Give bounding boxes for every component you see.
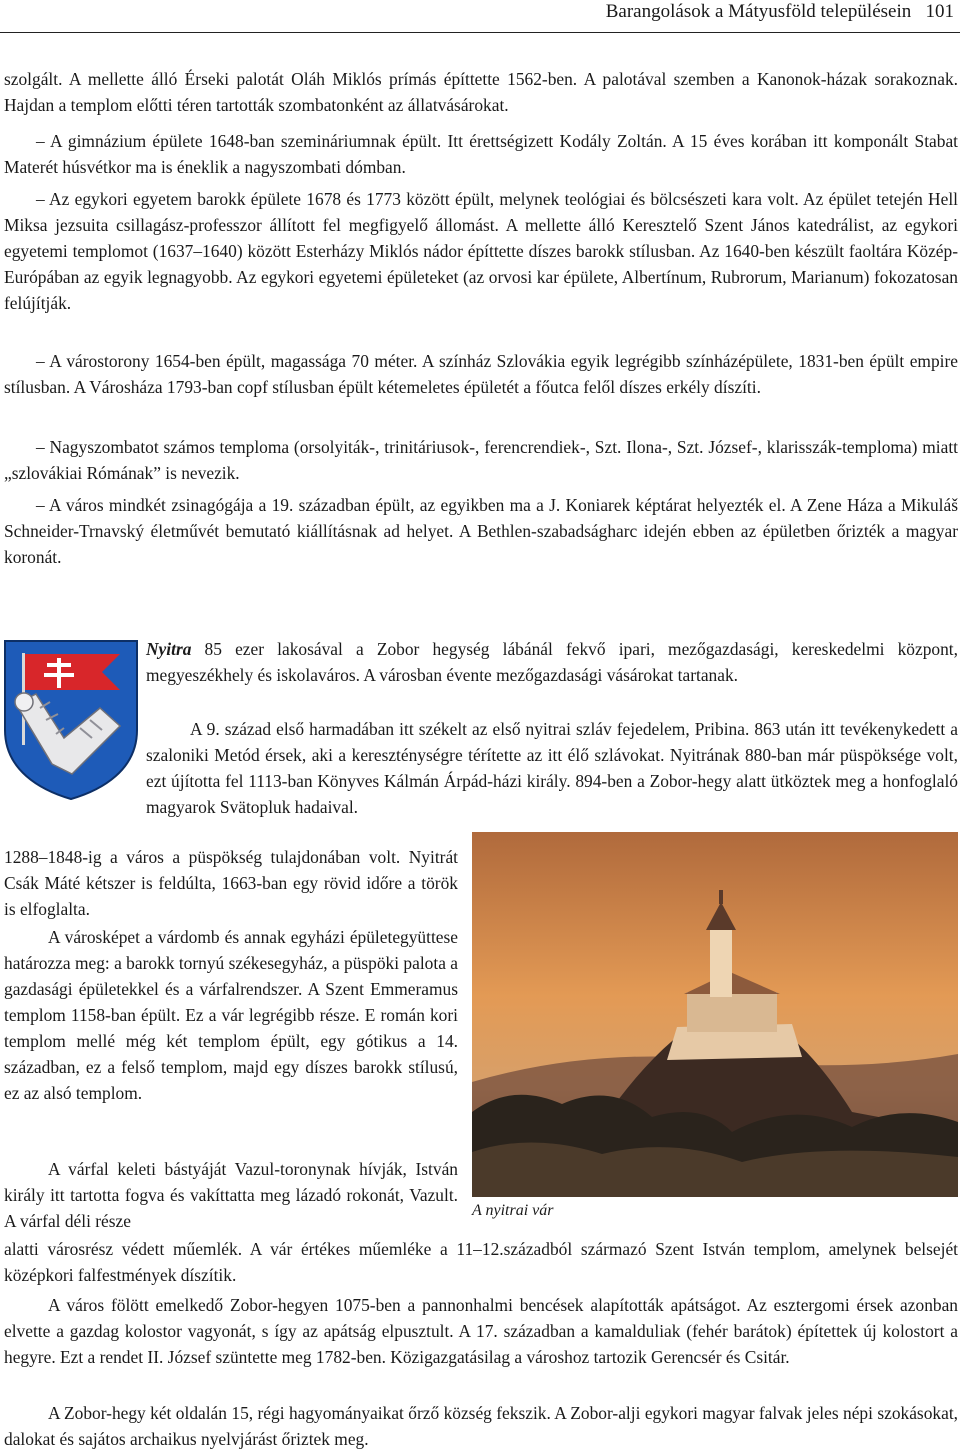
nyitra-intro	[146, 636, 958, 688]
nyitra-history-b: 1288–1848-ig a város a püspökség tulajdonában volt. Nyitrát Csák Máté kétszer is feldúlta, 1663-ban egy rövid időre a török is elfoglalta.	[4, 847, 458, 919]
paragraph-churches: – Nagyszombatot számos temploma (orsolyiták-, trinitáriusok-, ferencrendiek-, Szt. Ilona-, Szt. József-, klarisszák-temploma) miatt „szlovákiai Rómának” is nevezik.	[4, 437, 958, 483]
nyitra-villages: A Zobor-hegy két oldalán 15, régi hagyományaikat őrző község fekszik. A Zobor-alji egykori magyar falvak jeles népi szokásokat, dalokat és sajátos archaikus nyelvjárást őriztek meg.	[4, 1403, 958, 1449]
nyitra-bastion-a: A várfal keleti bástyáját Vazul-toronynak hívják, István király itt tartotta fogva és vakíttatta meg lázadó rokonát, Vazult. A várfal déli része	[4, 1159, 458, 1231]
paragraph-palace: szolgált. A mellette álló Érseki palotát Oláh Miklós prímás építtette 1562-ben. A palotával szemben a Kanonok-házak sorakoznak. Hajdan a templom előtti téren tartották szombatonként az állatvásárokat.	[4, 69, 958, 115]
running-header	[0, 0, 960, 33]
header-title	[606, 0, 954, 24]
nyitra-name: Nyitra	[146, 639, 192, 659]
nyitra-coat-of-arms	[2, 638, 140, 802]
page-number: 101	[925, 1, 954, 22]
nyitra-intro-text: 85 ezer lakosával a Zobor hegység lábánál fekvő ipari, mezőgazdasági, kereskedelmi központ, megyeszékhely és iskolaváros. A városban évente mezőgazdasági vásárokat tartanak.	[146, 639, 958, 685]
nyitra-bastion-b: alatti városrész védett műemlék. A vár értékes műemléke a 11–12.századból származó Szent István templom, amelynek belsejét középkori falfestmények díszítik.	[4, 1239, 958, 1285]
paragraph-university: – Az egykori egyetem barokk épülete 1678 és 1773 között épült, melynek teológiai és bölcsészeti kara volt. Az épület tetején Hell Miksa jezsuita csillagász-professzor állított fel megfigyelő állomást. A mellette álló Keresztelő Szent János katedrálist, az egykori egyetemi templomot (1637–1640) között Esterházy Miklós nádor építtette díszes barokk stílusban. Az 1640-ben készült faoltára Közép-Európában az egyik legnagyobb. Az egykori egyetemi épületeket (az orvosi kar épülete, Albertínum, Rubrorum, Marianum) fokozatosan felújítják.	[4, 189, 958, 313]
nyitra-zobor: A város fölött emelkedő Zobor-hegyen 1075-ben a pannonhalmi bencések alapították apátságot. Az esztergomi érsek azonban elvette a gazdag kolostor vagyonát, s így az apátság elpusztult. A 17. században a kamalduliak (fehér barátok) építettek új kolostort a hegyre. Ezt a rendet II. József szüntette meg 1782-ben. Közigazgatásilag a városhoz tartozik Gerencsér és Csitár.	[4, 1295, 958, 1367]
photo-caption: A nyitrai vár	[472, 1202, 554, 1219]
nyitra-history-a: A 9. század első harmadában itt székelt az első nyitrai szláv fejedelem, Pribina. 863 után itt tevékenykedett a szaloniki Metód érsek, aki a kereszténységre térítette az itt élő szlávokat. Nyitrának 880-ban már püspöksége volt, ezt újította fel 1113-ban Könyves Kálmán Árpád-házi király. 894-ben a Zobor-hegy alatt ütköztek meg a honfoglaló magyarok Svätopluk hadaival.	[146, 719, 958, 817]
nyitra-castle-photo	[472, 832, 958, 1197]
nyitra-cityscape: A városképet a várdomb és annak egyházi épületegyüttese határozza meg: a barokk tornyú székesegyház, a püspöki palota a gazdasági épületekkel és a várfalrendszer. A Szent Emmeramus templom 1158-ban épült. Ez a vár legrégibb része. E román kori templom mellé még két templom épült, egy gótikus a 14. században, ez a felső templom, majd egy díszes barokk stílusú, ez az alsó templom.	[4, 927, 458, 1103]
paragraph-tower: – A várostorony 1654-ben épült, magassága 70 méter. A színház Szlovákia egyik legrégibb színházépülete, 1831-ben épült empire stílusban. A Városháza 1793-ban copf stílusban épült kétemeletes épületét a főutca felől díszes erkély díszíti.	[4, 351, 958, 397]
paragraph-synagogues: – A város mindkét zsinagógája a 19. században épült, az egyikben ma a J. Koniarek képtárat helyezték el. A Zene Háza a Mikuláš Schneider-Trnavský életművét bemutató kiállításnak ad helyet. A Bethlen-szabadságharc idején ebben az épületben őrizték a magyar koronát.	[4, 495, 958, 567]
book-title: Barangolások a Mátyusföld településein	[605, 1, 912, 22]
paragraph-gymnasium: – A gimnázium épülete 1648-ban szemináriumnak épült. Itt érettségizett Kodály Zoltán. A 15 éves korában itt komponált Stabat Materét húsvétkor ma is éneklik a nagyszombati dómban.	[4, 131, 958, 177]
